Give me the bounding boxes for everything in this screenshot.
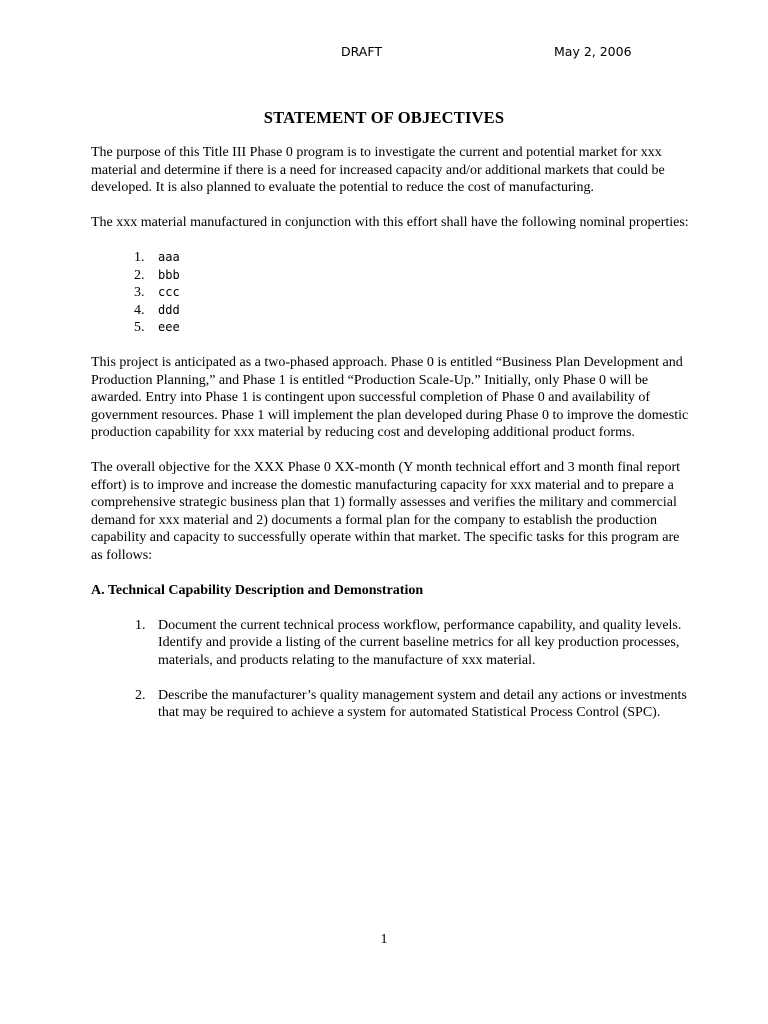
list-item-text: ccc	[158, 285, 180, 299]
list-item-text: ddd	[158, 302, 180, 317]
task-number: 1.	[135, 617, 146, 633]
task-number: 2.	[135, 687, 146, 703]
list-item-text: bbb	[158, 267, 180, 282]
task-item	[91, 687, 691, 722]
list-item-number: 3.	[134, 285, 145, 300]
document-title: STATEMENT OF OBJECTIVES	[263, 108, 505, 127]
list-item	[91, 302, 691, 320]
list-item-number: 5.	[134, 320, 145, 335]
list-item	[91, 249, 691, 267]
objective-paragraph: The overall objective for the XXX Phase 0 XX-month (Y month technical effort and 3 month final report effort) is to improve and increase the domestic manufacturing capacity for xxx material and to prepare a comprehensive strategic business plan that 1) formally assesses and verifies the military and commercial demand for xxx material and 2) documents a formal plan for the company to establish the production capability and capacity to successfully operate within that market. The specific tasks for this program are as follows:	[91, 460, 680, 563]
task-text: Document the current technical process workflow, performance capability, and quality levels. Identify and provide a listing of the current baseline metrics for all key production processes, materials, and products relating to the manufacture of xxx material.	[158, 617, 682, 668]
list-item-number: 2.	[134, 267, 145, 283]
list-item-number: 1.	[134, 250, 145, 265]
list-item-text: eee	[158, 320, 180, 334]
task-text: Describe the manufacturer’s quality management system and detail any actions or investments that may be required to achieve a system for automated Statistical Process Control (SPC).	[158, 687, 687, 720]
document-body	[91, 144, 691, 739]
approach-paragraph: This project is anticipated as a two-phased approach. Phase 0 is entitled “Business Plan Development and Production Planning,” and Phase 1 is entitled “Production Scale-Up.” Initially, only Phase 0 will be awarded. Entry into Phase 1 is contingent upon successful completion of Phase 0 and availability of government resources. Phase 1 will implement the plan developed during Phase 0 to improve the domestic production capability for xxx material by reducing cost and developing additional product forms.	[91, 355, 689, 440]
header-draft-label: DRAFT	[341, 44, 382, 59]
list-item-number: 4.	[134, 302, 145, 318]
list-item-text: aaa	[158, 250, 180, 264]
list-item	[91, 284, 691, 302]
list-item	[91, 267, 691, 285]
properties-intro-paragraph: The xxx material manufactured in conjunction with this effort shall have the following nominal properties:	[91, 215, 689, 230]
header-date: May 2, 2006	[554, 44, 632, 59]
list-item	[91, 319, 691, 337]
intro-paragraph: The purpose of this Title III Phase 0 program is to investigate the current and potential market for xxx material and determine if there is a need for increased capacity and/or additional markets that could be developed. It is also planned to evaluate the potential to reduce the cost of manufacturing.	[91, 145, 665, 195]
section-a-heading: A. Technical Capability Description and Demonstration	[91, 582, 424, 598]
task-item	[91, 617, 691, 670]
properties-list	[91, 249, 691, 337]
page-number: 1	[380, 932, 388, 947]
